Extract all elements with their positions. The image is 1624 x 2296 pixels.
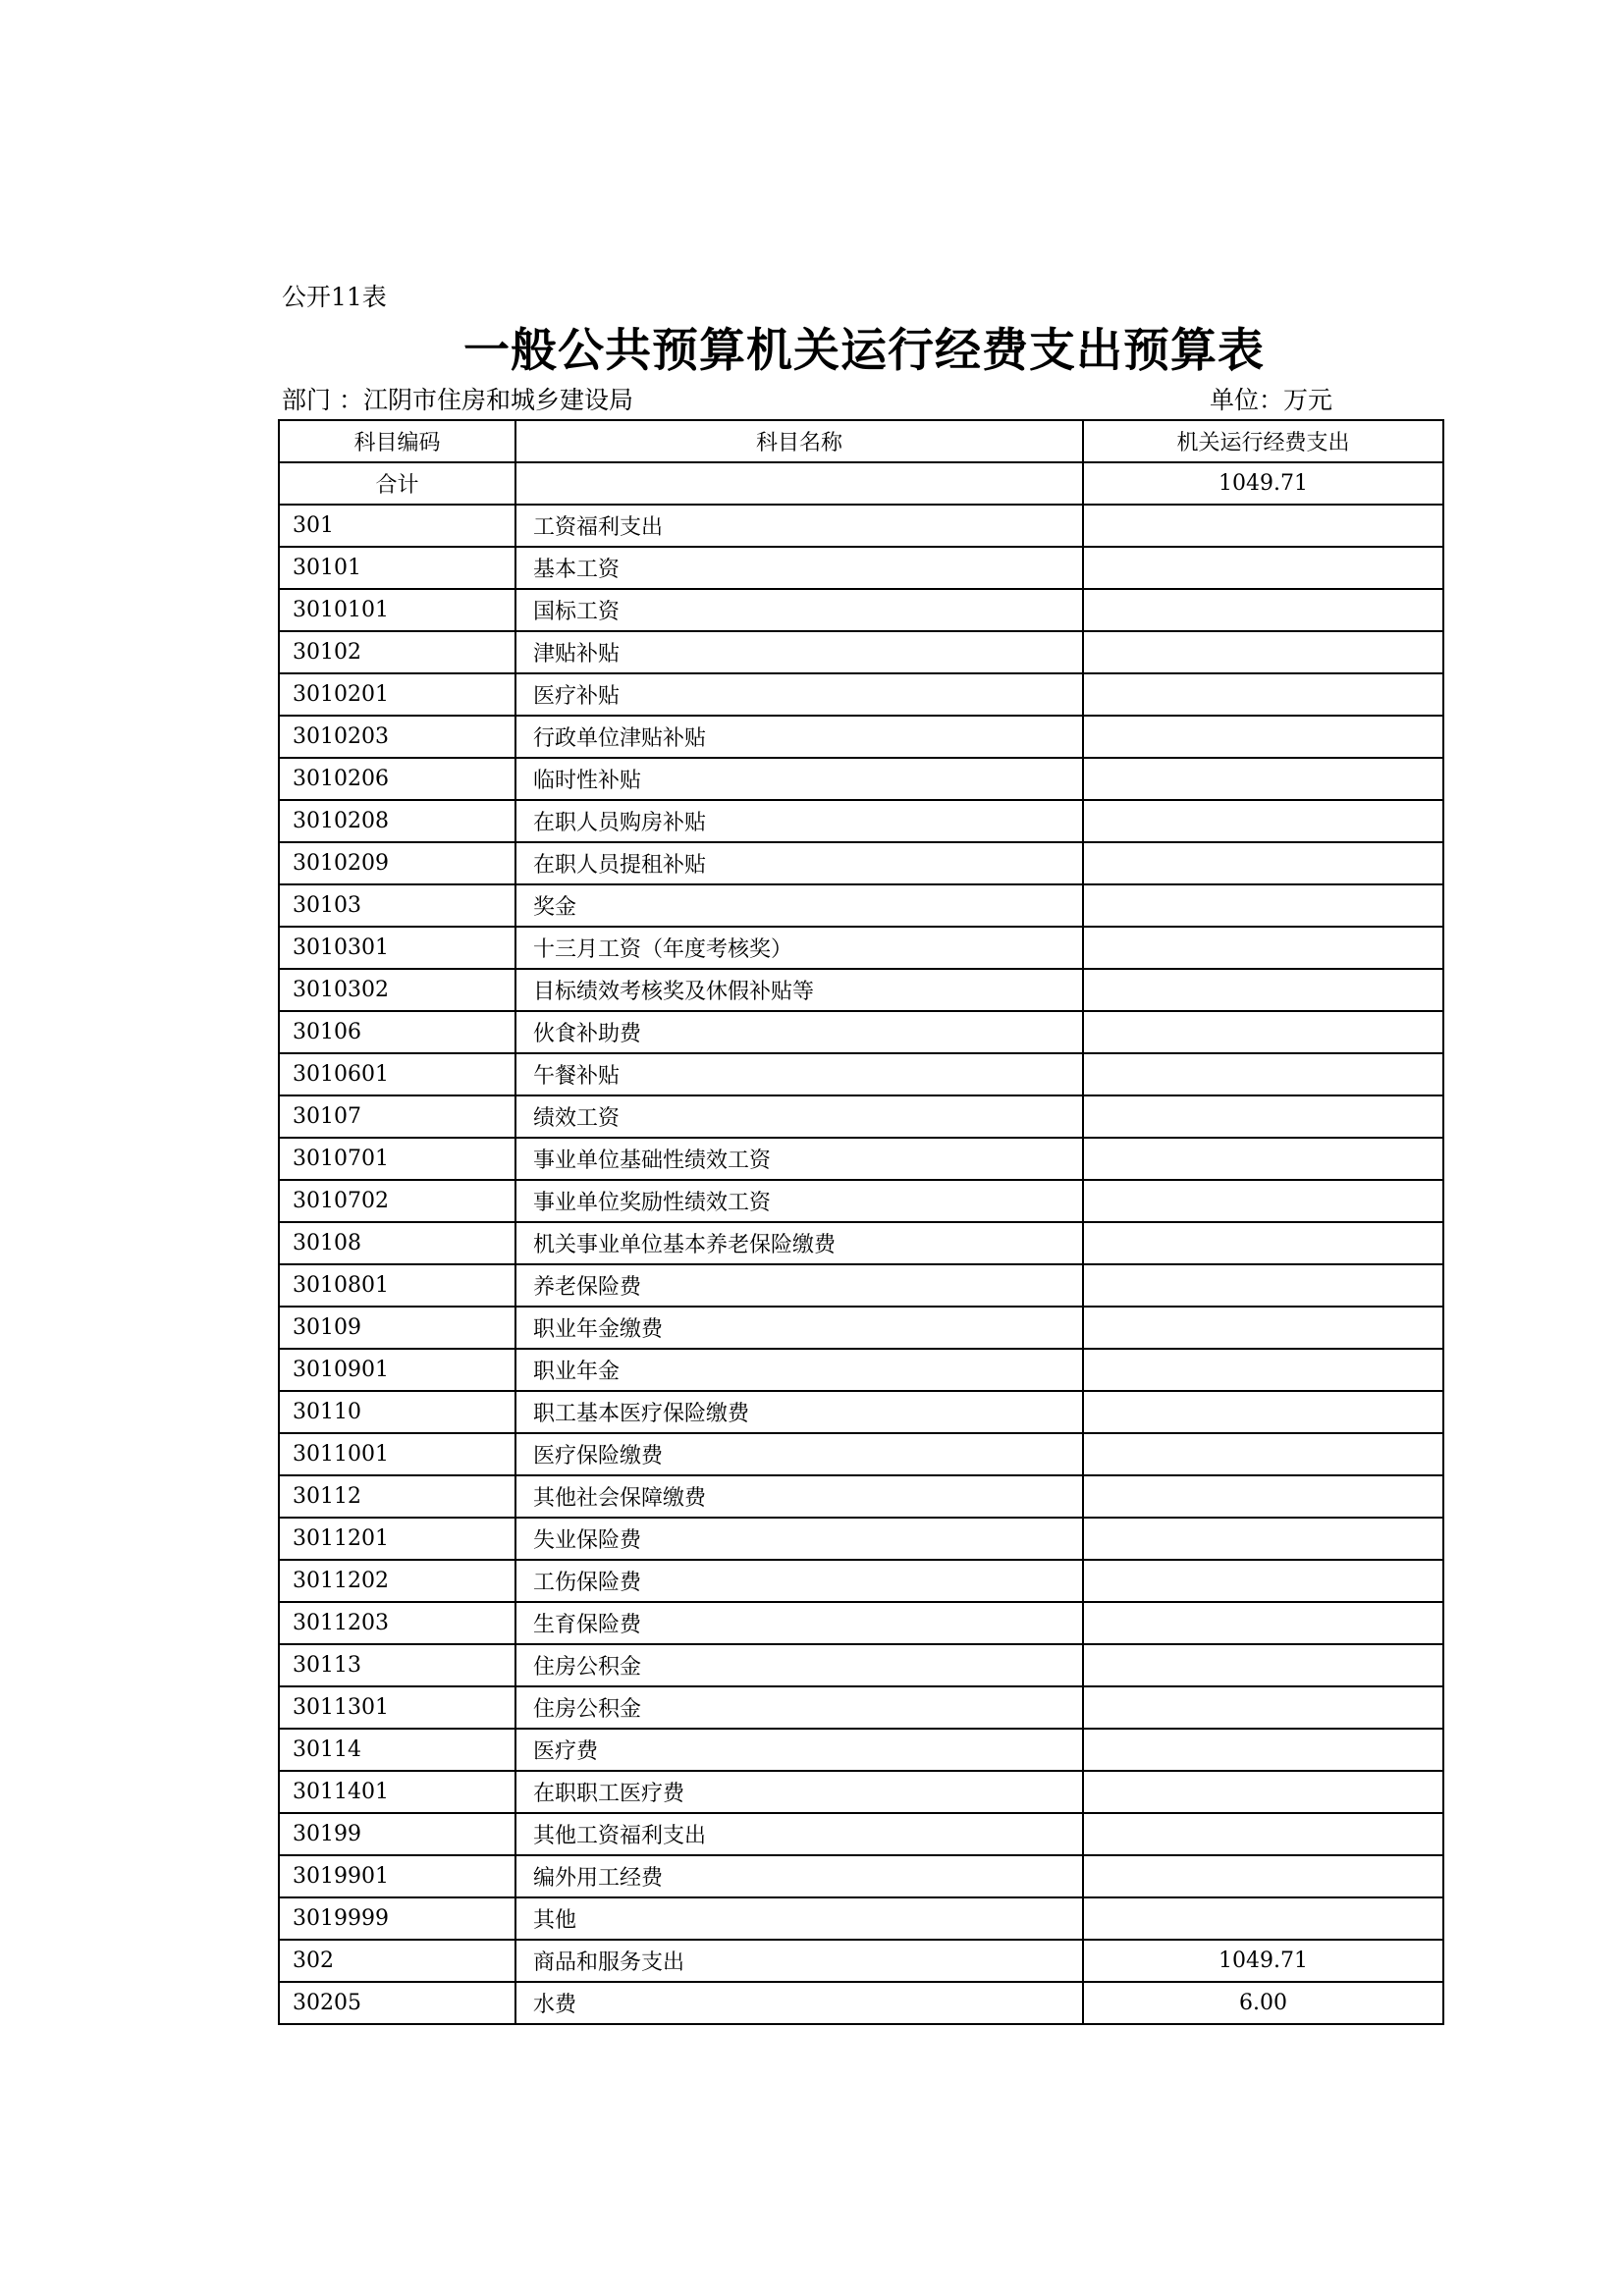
cell-amount	[1083, 1560, 1443, 1602]
table-row	[279, 1095, 1443, 1138]
budget-table	[278, 419, 1444, 2025]
cell-name: 临时性补贴	[515, 758, 1083, 800]
cell-name: 津贴补贴	[515, 631, 1083, 673]
unit-label: 单位：万元	[1209, 386, 1332, 414]
cell-code: 30106	[279, 1011, 515, 1053]
cell-name: 生育保险费	[515, 1602, 1083, 1644]
cell-amount	[1083, 505, 1443, 547]
cell-name: 国标工资	[515, 589, 1083, 631]
cell-amount	[1083, 1138, 1443, 1180]
cell-amount	[1083, 1011, 1443, 1053]
cell-amount	[1083, 1602, 1443, 1644]
cell-amount	[1083, 1307, 1443, 1349]
table-row	[279, 1813, 1443, 1855]
table-row	[279, 1349, 1443, 1391]
cell-code: 3010701	[279, 1138, 515, 1180]
cell-code: 3010101	[279, 589, 515, 631]
cell-amount	[1083, 1813, 1443, 1855]
cell-name: 在职职工医疗费	[515, 1771, 1083, 1813]
cell-amount	[1083, 547, 1443, 589]
cell-name: 在职人员购房补贴	[515, 800, 1083, 842]
header-code: 科目编码	[279, 420, 515, 462]
table-row	[279, 1602, 1443, 1644]
table-row	[279, 758, 1443, 800]
cell-name: 绩效工资	[515, 1095, 1083, 1138]
cell-amount	[1083, 1855, 1443, 1897]
cell-amount	[1083, 1475, 1443, 1518]
cell-name: 事业单位奖励性绩效工资	[515, 1180, 1083, 1222]
cell-amount	[1083, 884, 1443, 927]
cell-amount: 1049.71	[1083, 462, 1443, 505]
header-name: 科目名称	[515, 420, 1083, 462]
table-row	[279, 1138, 1443, 1180]
table-row	[279, 1855, 1443, 1897]
cell-amount	[1083, 716, 1443, 758]
cell-amount	[1083, 1095, 1443, 1138]
cell-amount	[1083, 1053, 1443, 1095]
cell-amount	[1083, 800, 1443, 842]
cell-name: 水费	[515, 1982, 1083, 2024]
cell-code: 3011203	[279, 1602, 515, 1644]
table-row	[279, 1222, 1443, 1264]
cell-amount	[1083, 1644, 1443, 1686]
cell-code: 302	[279, 1940, 515, 1982]
table-row	[279, 673, 1443, 716]
cell-code: 301	[279, 505, 515, 547]
table-body	[279, 462, 1443, 2024]
cell-name: 事业单位基础性绩效工资	[515, 1138, 1083, 1180]
cell-name: 工伤保险费	[515, 1560, 1083, 1602]
page-title: 一般公共预算机关运行经费支出预算表	[463, 324, 1265, 378]
cell-name: 养老保险费	[515, 1264, 1083, 1307]
table-row	[279, 1982, 1443, 2024]
cell-code: 3010206	[279, 758, 515, 800]
table-row	[279, 716, 1443, 758]
cell-code: 30101	[279, 547, 515, 589]
header-amount: 机关运行经费支出	[1083, 420, 1443, 462]
cell-name	[515, 462, 1083, 505]
table-row	[279, 884, 1443, 927]
cell-amount	[1083, 1349, 1443, 1391]
cell-name: 编外用工经费	[515, 1855, 1083, 1897]
cell-code: 3010203	[279, 716, 515, 758]
cell-amount	[1083, 631, 1443, 673]
cell-name: 医疗保险缴费	[515, 1433, 1083, 1475]
cell-code: 3010901	[279, 1349, 515, 1391]
cell-code: 30109	[279, 1307, 515, 1349]
cell-code: 3011001	[279, 1433, 515, 1475]
table-row	[279, 1686, 1443, 1729]
cell-amount	[1083, 1897, 1443, 1940]
cell-code: 30199	[279, 1813, 515, 1855]
cell-name: 其他工资福利支出	[515, 1813, 1083, 1855]
cell-name: 在职人员提租补贴	[515, 842, 1083, 884]
page-label: 公开11表	[282, 283, 387, 311]
table-row	[279, 505, 1443, 547]
cell-name: 伙食补助费	[515, 1011, 1083, 1053]
cell-name: 奖金	[515, 884, 1083, 927]
cell-code: 3011401	[279, 1771, 515, 1813]
table-row	[279, 1180, 1443, 1222]
cell-code: 30110	[279, 1391, 515, 1433]
table-row	[279, 1307, 1443, 1349]
cell-amount	[1083, 1433, 1443, 1475]
cell-name: 职业年金	[515, 1349, 1083, 1391]
cell-name: 午餐补贴	[515, 1053, 1083, 1095]
table-row	[279, 589, 1443, 631]
table-row	[279, 1433, 1443, 1475]
cell-amount	[1083, 969, 1443, 1011]
cell-code: 3011202	[279, 1560, 515, 1602]
cell-name: 职工基本医疗保险缴费	[515, 1391, 1083, 1433]
cell-amount	[1083, 1771, 1443, 1813]
cell-name: 行政单位津贴补贴	[515, 716, 1083, 758]
cell-code: 30107	[279, 1095, 515, 1138]
cell-name: 机关事业单位基本养老保险缴费	[515, 1222, 1083, 1264]
table-header-row	[279, 420, 1443, 462]
cell-code: 3019901	[279, 1855, 515, 1897]
cell-amount	[1083, 1686, 1443, 1729]
cell-code: 3010208	[279, 800, 515, 842]
table-row	[279, 1053, 1443, 1095]
cell-name: 医疗补贴	[515, 673, 1083, 716]
cell-code: 3010801	[279, 1264, 515, 1307]
table-row	[279, 1771, 1443, 1813]
department-label: 部门 ：江阴市住房和城乡建设局	[282, 386, 633, 414]
cell-code: 3010301	[279, 927, 515, 969]
cell-name: 失业保险费	[515, 1518, 1083, 1560]
cell-amount	[1083, 1729, 1443, 1771]
table-row	[279, 927, 1443, 969]
table-row	[279, 1391, 1443, 1433]
table-row	[279, 1264, 1443, 1307]
cell-amount	[1083, 1180, 1443, 1222]
cell-amount: 1049.71	[1083, 1940, 1443, 1982]
cell-amount: 6.00	[1083, 1982, 1443, 2024]
cell-name: 目标绩效考核奖及休假补贴等	[515, 969, 1083, 1011]
cell-amount	[1083, 1391, 1443, 1433]
cell-amount	[1083, 842, 1443, 884]
cell-name: 商品和服务支出	[515, 1940, 1083, 1982]
cell-code: 3010209	[279, 842, 515, 884]
table-row	[279, 631, 1443, 673]
cell-name: 医疗费	[515, 1729, 1083, 1771]
cell-code: 30113	[279, 1644, 515, 1686]
cell-amount	[1083, 589, 1443, 631]
table-row	[279, 800, 1443, 842]
cell-code: 合计	[279, 462, 515, 505]
cell-name: 住房公积金	[515, 1686, 1083, 1729]
cell-code: 3010302	[279, 969, 515, 1011]
cell-amount	[1083, 927, 1443, 969]
cell-name: 其他	[515, 1897, 1083, 1940]
cell-code: 30114	[279, 1729, 515, 1771]
cell-code: 3010201	[279, 673, 515, 716]
cell-name: 职业年金缴费	[515, 1307, 1083, 1349]
cell-amount	[1083, 758, 1443, 800]
table-row	[279, 1475, 1443, 1518]
cell-code: 30103	[279, 884, 515, 927]
table-row	[279, 547, 1443, 589]
cell-code: 3011201	[279, 1518, 515, 1560]
table-row	[279, 1644, 1443, 1686]
cell-name: 十三月工资（年度考核奖）	[515, 927, 1083, 969]
cell-code: 30102	[279, 631, 515, 673]
cell-name: 其他社会保障缴费	[515, 1475, 1083, 1518]
table-row	[279, 1940, 1443, 1982]
cell-code: 30108	[279, 1222, 515, 1264]
table-row	[279, 462, 1443, 505]
cell-code: 3010702	[279, 1180, 515, 1222]
table-row	[279, 1518, 1443, 1560]
cell-code: 3011301	[279, 1686, 515, 1729]
cell-amount	[1083, 673, 1443, 716]
cell-code: 3019999	[279, 1897, 515, 1940]
cell-name: 住房公积金	[515, 1644, 1083, 1686]
table-row	[279, 1560, 1443, 1602]
table-row	[279, 969, 1443, 1011]
table-row	[279, 1897, 1443, 1940]
table-row	[279, 1729, 1443, 1771]
cell-code: 3010601	[279, 1053, 515, 1095]
cell-code: 30205	[279, 1982, 515, 2024]
table-row	[279, 1011, 1443, 1053]
table-row	[279, 842, 1443, 884]
cell-amount	[1083, 1222, 1443, 1264]
cell-amount	[1083, 1264, 1443, 1307]
cell-name: 基本工资	[515, 547, 1083, 589]
meta-row	[282, 383, 1332, 418]
cell-amount	[1083, 1518, 1443, 1560]
cell-code: 30112	[279, 1475, 515, 1518]
cell-name: 工资福利支出	[515, 505, 1083, 547]
